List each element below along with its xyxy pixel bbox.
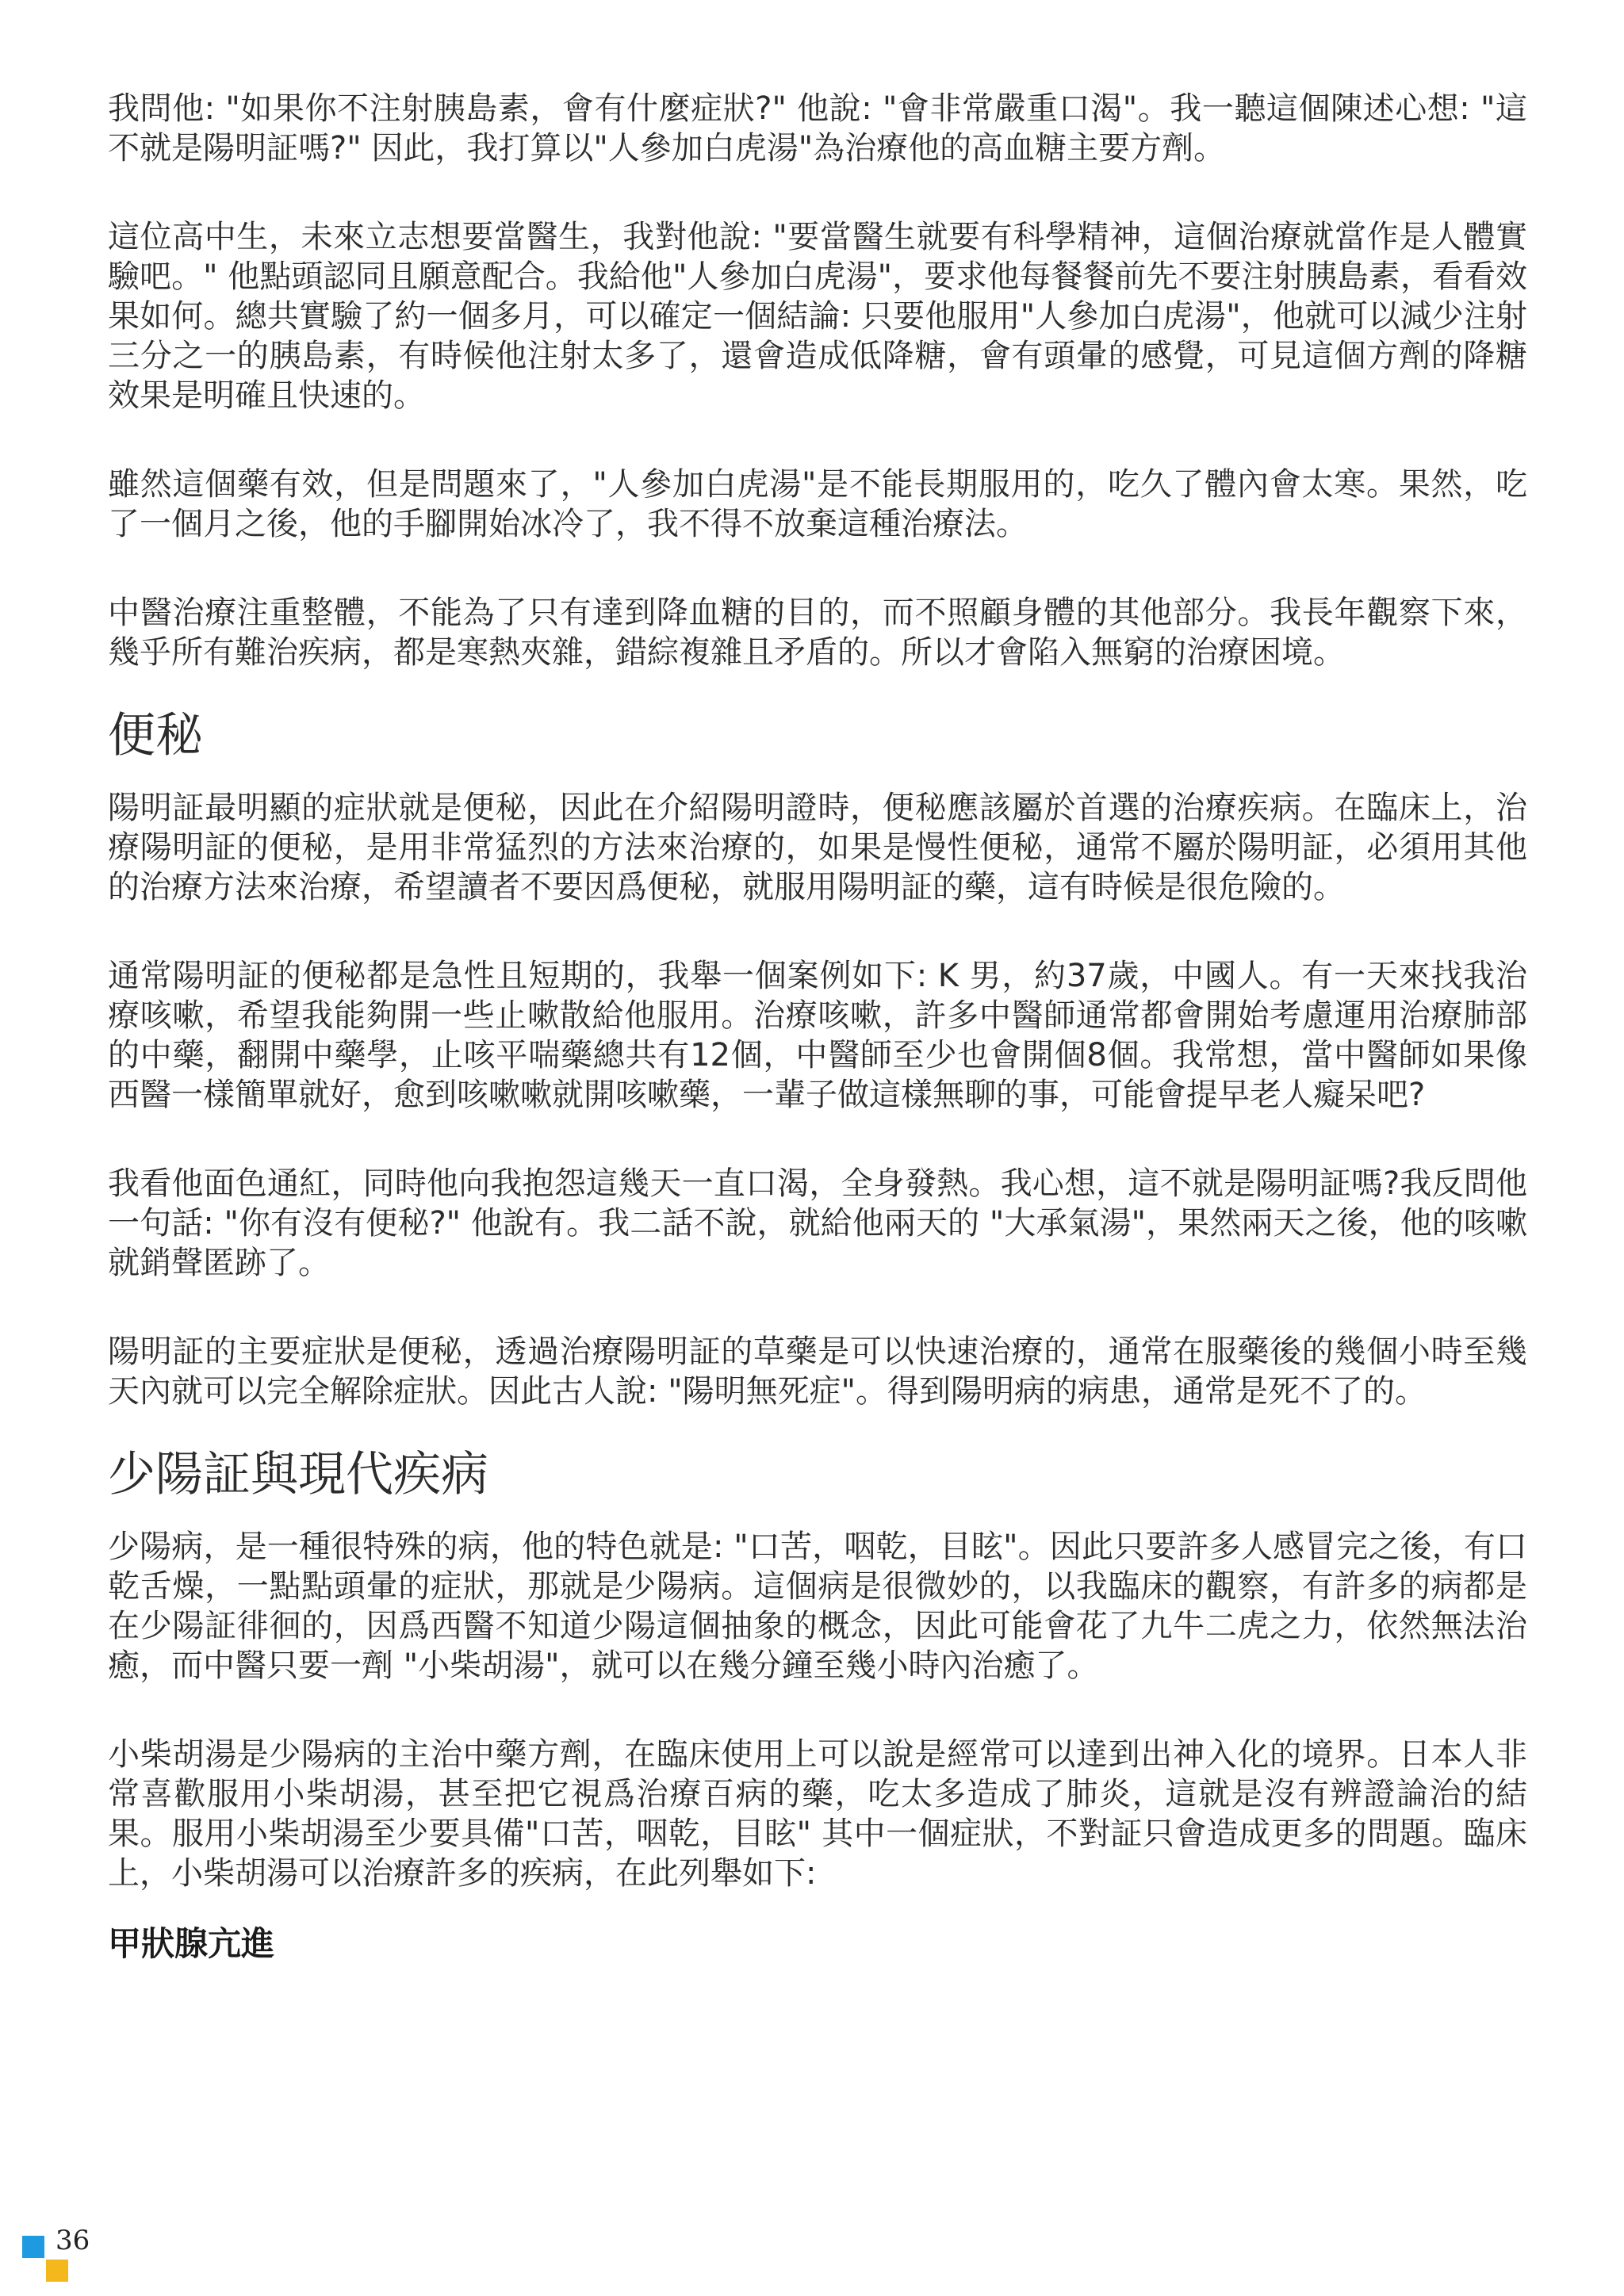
paragraph: 通常陽明証的便秘都是急性且短期的，我舉一個案例如下: K 男，約37歲，中國人。有一天來找我治療咳嗽，希望我能夠開一些止嗽散給他服用。治療咳嗽，許多中醫師通常都會開始考慮運用治療肺部的中藥，翻開中藥學，止咳平喘藥總共有12個，中醫師至少也會開個8個。我常想，當中醫師如果像西醫一樣簡單就好，愈到咳嗽嗽就開咳嗽藥，一輩子做這樣無聊的事，可能會提早老人癡呆吧? <box>108 958 1527 1113</box>
subheading-hyperthyroidism: 甲狀腺亢進 <box>108 1924 275 1963</box>
paragraph: 這位高中生，未來立志想要當醫生，我對他說: "要當醫生就要有科學精神，這個治療就當作是人體實驗吧。" 他點頭認同且願意配合。我給他"人參加白虎湯"，要求他每餐餐前先不要注射胰島素，看看效果如何。總共實驗了約一個多月，可以確定一個結論: 只要他服用"人參加白虎湯"，他就可以減少注射三分之一的胰島素，有時候他注射太多了，還會造成低降糖，會有頭暈的感覺，可見這個方劑的降糖效果是明確且快速的。 <box>108 219 1527 414</box>
page-number: 36 <box>56 2225 90 2256</box>
body-text <box>108 89 1527 1966</box>
paragraph: 我問他: "如果你不注射胰島素，會有什麼症狀?" 他說: "會非常嚴重口渴"。我一聽這個陳述心想: "這不就是陽明証嗎?" 因此，我打算以"人參加白虎湯"為治療他的高血糖主要方劑。 <box>108 90 1527 166</box>
paragraph: 少陽病，是一種很特殊的病，他的特色就是: "口苦，咽乾，目眩"。因此只要許多人感冒完之後，有口乾舌燥，一點點頭暈的症狀，那就是少陽病。這個病是很微妙的，以我臨床的觀察，有許多的病都是在少陽証徘徊的，因爲西醫不知道少陽這個抽象的概念，因此可能會花了九牛二虎之力，依然無法治癒，而中醫只要一劑 "小柴胡湯"，就可以在幾分鐘至幾小時內治癒了。 <box>108 1529 1527 1684</box>
paragraph: 我看他面色通紅，同時他向我抱怨這幾天一直口渴，全身發熱。我心想，這不就是陽明証嗎?我反問他一句話: "你有沒有便秘?" 他說有。我二話不說，就給他兩天的 "大承氣湯"，果然兩天之後，他的咳嗽就銷聲匿跡了。 <box>108 1165 1527 1281</box>
yellow-square-icon <box>46 2260 68 2282</box>
paragraph: 小柴胡湯是少陽病的主治中藥方劑，在臨床使用上可以說是經常可以達到出神入化的境界。日本人非常喜歡服用小柴胡湯，甚至把它視爲治療百病的藥，吃太多造成了肺炎，這就是沒有辨證論治的結果。服用小柴胡湯至少要具備"口苦，咽乾，目眩" 其中一個症狀，不對証只會造成更多的問題。臨床上，小柴胡湯可以治療許多的疾病，在此列舉如下: <box>108 1736 1527 1892</box>
paragraph: 雖然這個藥有效，但是問題來了，"人參加白虎湯"是不能長期服用的，吃久了體內會太寒。果然，吃了一個月之後，他的手腳開始冰冷了，我不得不放棄這種治療法。 <box>108 466 1527 542</box>
section-heading-shaoyang: 少陽証與現代疾病 <box>108 1447 488 1502</box>
paragraph: 陽明証的主要症狀是便秘，透過治療陽明証的草藥是可以快速治療的，通常在服藥後的幾個小時至幾天內就可以完全解除症狀。因此古人說: "陽明無死症"。得到陽明病的病患，通常是死不了的。 <box>108 1334 1527 1410</box>
paragraph: 陽明証最明顯的症狀就是便秘，因此在介紹陽明證時，便秘應該屬於首選的治療疾病。在臨床上，治療陽明証的便秘，是用非常猛烈的方法來治療的，如果是慢性便秘，通常不屬於陽明証，必須用其他的治療方法來治療，希望讀者不要因爲便秘，就服用陽明証的藥，這有時候是很危險的。 <box>108 790 1527 905</box>
blue-square-icon <box>22 2236 44 2258</box>
section-heading-constipation: 便秘 <box>108 708 203 763</box>
paragraph: 中醫治療注重整體，不能為了只有達到降血糖的目的，而不照顧身體的其他部分。我長年觀察下來，幾乎所有難治疾病，都是寒熱夾雜，錯綜複雜且矛盾的。所以才會陷入無窮的治療困境。 <box>108 595 1527 671</box>
